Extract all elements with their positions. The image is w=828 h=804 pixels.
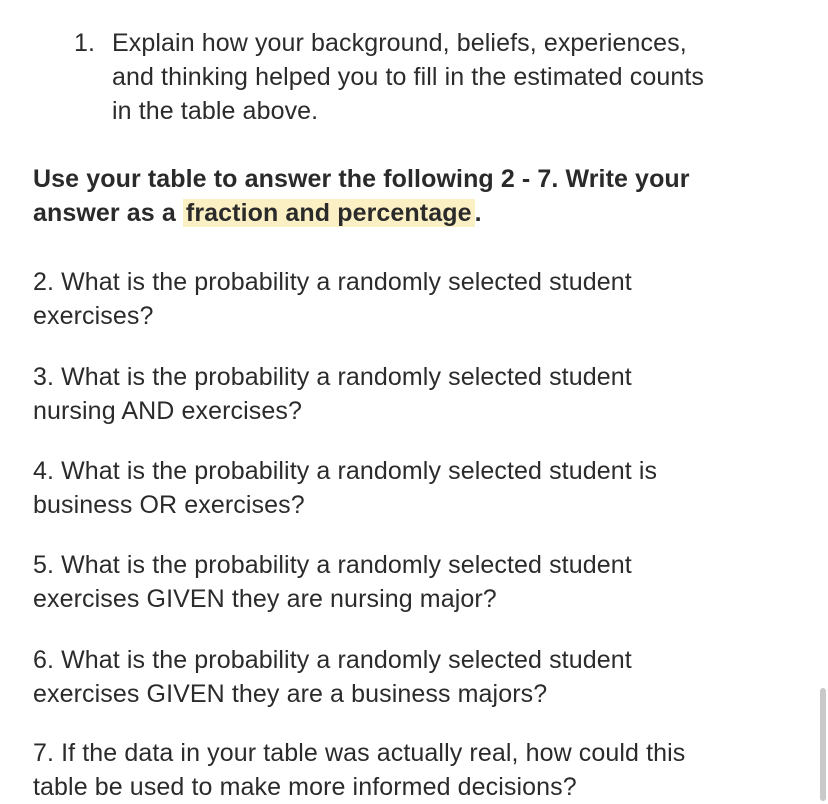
list-item-1 [74, 26, 794, 128]
question-4 [33, 454, 803, 522]
question-line: table be used to make more informed decisions? [33, 773, 577, 801]
question-line: exercises GIVEN they are a business majors? [33, 680, 548, 708]
question-5 [33, 548, 803, 616]
list-item-line: and thinking helped you to fill in the estimated counts [112, 63, 704, 91]
question-6 [33, 643, 803, 711]
highlighted-text: fraction and percentage [183, 199, 475, 227]
instruction-line: Use your table to answer the following 2 - 7. Write your [33, 165, 690, 193]
question-line: 2. What is the probability a randomly selected student [33, 268, 632, 296]
question-line: nursing AND exercises? [33, 397, 302, 425]
list-item-number: 1. [74, 29, 96, 57]
vertical-scrollbar[interactable] [820, 688, 826, 801]
question-line: 4. What is the probability a randomly selected student is [33, 457, 658, 485]
question-7 [33, 736, 803, 804]
question-line: exercises GIVEN they are nursing major? [33, 585, 497, 613]
question-3 [33, 360, 803, 428]
question-2 [33, 265, 803, 333]
instruction-suffix: . [474, 199, 482, 227]
instruction-prefix: answer as a [33, 199, 183, 227]
question-line: business OR exercises? [33, 491, 305, 519]
question-line: 5. What is the probability a randomly selected student [33, 551, 632, 579]
question-line: 3. What is the probability a randomly selected student [33, 363, 632, 391]
question-line: exercises? [33, 302, 154, 330]
list-item-body [112, 26, 794, 128]
list-item-line: Explain how your background, beliefs, experiences, [112, 29, 687, 57]
question-line: 7. If the data in your table was actually real, how could this [33, 739, 686, 767]
question-line: 6. What is the probability a randomly selected student [33, 646, 632, 674]
instruction-paragraph [33, 162, 793, 230]
list-item-line: in the table above. [112, 97, 319, 125]
instruction-line [33, 196, 793, 230]
